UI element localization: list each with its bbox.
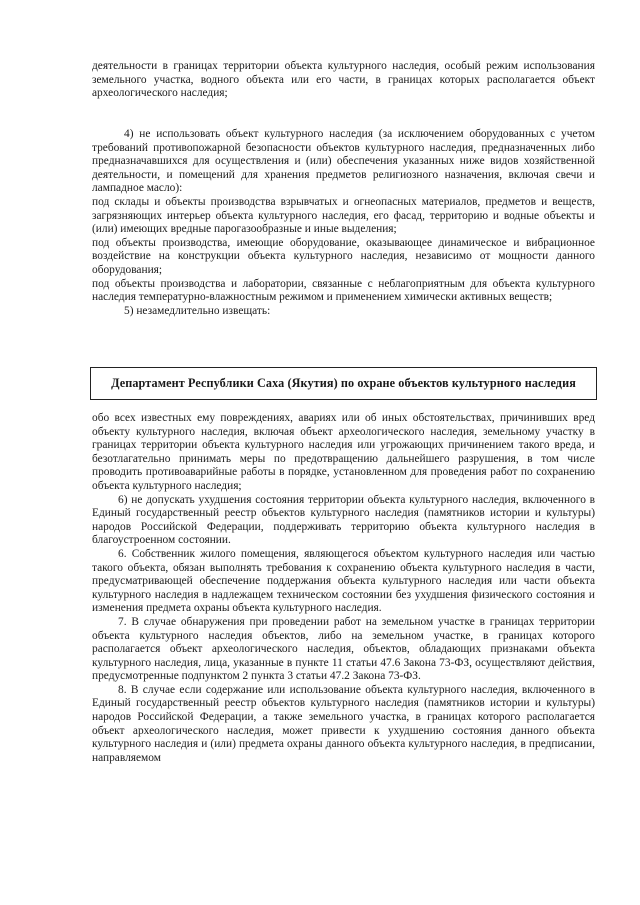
department-box — [90, 367, 597, 400]
section7-paragraph: 7. В случае обнаружения при проведении работ на земельном участке в границах территории объекта культурного наследия объектов, либо на земельном участке, в границах которого располагается объект археологического наследия, объектов, обладающих признаками объекта культурного наследия, лица, указанные в пункте 11 статьи 47.6 Закона 73-ФЗ, осуществляют действия, предусмотренные подпунктом 2 пункта 3 статьи 47.2 Закона 73-ФЗ. — [92, 615, 595, 683]
item4-subpoint-a: под склады и объекты производства взрывчатых и огнеопасных материалов, предметов и веществ, загрязняющих интерьер объекта культурного наследия, его фасад, территорию и водные объекты и (или) имеющих вредные парогазообразные и иные выделения; — [92, 195, 595, 236]
section6-paragraph: 6. Собственник жилого помещения, являющегося объектом культурного наследия или частью такого объекта, обязан выполнять требования к сохранению объекта культурного наследия в части, предусматривающей обеспечение поддержания объекта культурного наследия или части объекта культурного наследия в надлежащем техническом состоянии без ухудшения физического состояния и изменения предмета охраны объекта культурного наследия. — [92, 547, 595, 615]
item4-subpoint-c: под объекты производства и лаборатории, связанные с неблагоприятным для объекта культурного наследия температурно-влажностным режимом и применением химически активных веществ; — [92, 277, 595, 304]
item4-block — [92, 128, 595, 318]
item5-line: 5) незамедлительно извещать: — [124, 304, 271, 317]
item4-intro: 4) не использовать объект культурного наследия (за исключением оборудованных с учетом требований противопожарной безопасности объектов культурного наследия, предназначенных либо предназначавшихся для осуществления и (или) обеспечения указанных ниже видов хозяйственной деятельности, и помещений для хранения предметов религиозного назначения, включая свечи и лампадное масло): — [92, 128, 595, 195]
department-title: Департамент Республики Саха (Якутия) по охране объектов культурного наследия — [111, 375, 576, 390]
section8-paragraph: 8. В случае если содержание или использование объекта культурного наследия, включенного в Единый государственный реестр объектов культурного наследия (памятников истории и культуры) народов Российской Федерации, а также земельного участка, в границах которого располагается объект археологического наследия, может привести к ухудшению состояния данного объекта культурного наследия и (или) предмета охраны данного объекта культурного наследия, в предписании, направляемом — [92, 683, 595, 764]
after-box-paragraph: обо всех известных ему повреждениях, авариях или об иных обстоятельствах, причинивших вред объекту культурного наследия, включая объект археологического наследия, земельному участку в границах территории объекта культурного наследия или угрожающих причинением такого вреда, и безотлагательно принимать меры по предотвращению дальнейшего разрушения, в том числе проводить противоаварийные работы в порядке, установленном для проведения работ по сохранению объекта культурного наследия; — [92, 412, 595, 492]
item4-subpoint-b: под объекты производства, имеющие оборудование, оказывающее динамическое и вибрационное воздействие на конструкции объекта культурного наследия, независимо от мощности данного оборудования; — [92, 236, 595, 276]
item6-paragraph: 6) не допускать ухудшения состояния территории объекта культурного наследия, включенного в Единый государственный реестр объектов культурного наследия (памятников истории и культуры) народов Российской Федерации, поддерживать территорию объекта культурного наследия в благоустроенном состоянии. — [92, 493, 595, 547]
top-paragraph: деятельности в границах территории объекта культурного наследия, особый режим использования земельного участка, водного объекта или его части, в границах которых располагается объект археологического наследия; — [92, 60, 595, 100]
lower-block — [92, 412, 595, 765]
top-paragraph-block — [92, 60, 595, 101]
